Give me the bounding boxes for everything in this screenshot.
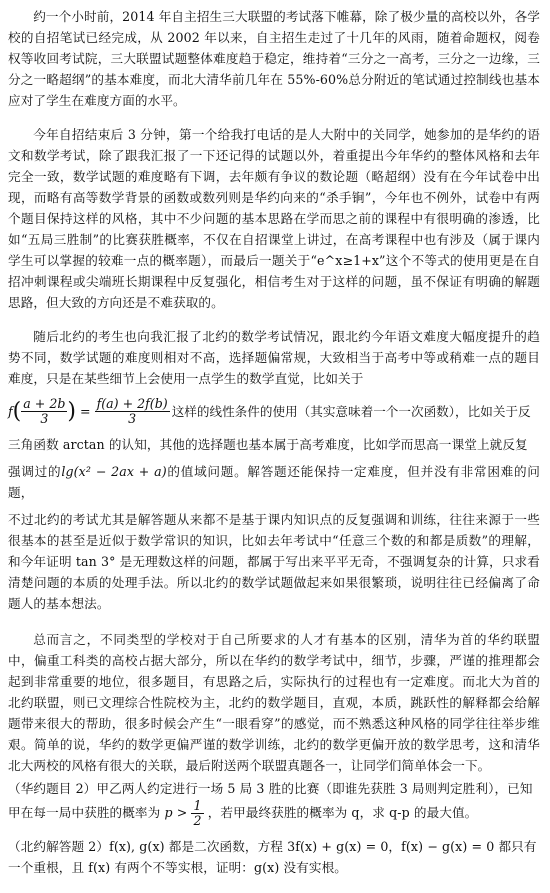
lg-formula: lg(x² − 2ax + a)	[61, 464, 167, 479]
paragraph-summary: 总而言之，不同类型的学校对于自己所要求的人才有基本的区别，清华为首的华约联盟中，偏重工科类的高校占据大部分，所以在华约的数学考试中，细节，步骤，严谨的推理都会起到非常重要的地位，很多题目，有思路之后，实际执行的过程也有一定难度。而北大为首的北约联盟，则已文理综合性院校为主，北约的数学题目，直观，本质，跳跃性的解释都会给解题带来很大的帮助，很多时候会产生“一眼看穿”的感觉，而不熟悉这种风格的同学往往举步维艰。简单的说，华约的数学更偏严谨的数学训练，北约的数学更偏开放的数学思考，这和清华北大两校的风格有很大的关联，最后附送两个联盟真题各一，让同学们简单体会一下。	[8, 632, 540, 773]
formula-lhs-fraction: $\frac{a + 2b}{3}$	[23, 396, 66, 426]
paragraph-huayue: 今年自招结束后 3 分钟，第一个给我打电话的是人大附中的关同学，她参加的是华约的语文和数学考试，除了跟我汇报了一下还记得的试题以外，着重提出今年华约的整体风格和去年完全一致，数学试题的难度略有下调，去年颇有争议的数论题（略超纲）没有在今年试卷中出现，而略有高等数学背景的函数或数列则是华约向来的“杀手锏”，今年也不例外，试卷中有两个题目保持这样的风格，其中不少问题的基本思路在学而思之前的课程中有很明确的渗透，比如“五局三胜制”的比赛获胜概率，不仅在自招课堂上讲过，在高考课程中也有涉及（属于课内学生可以掌握的较难一点的概率题），而最后一题关于“e^x≥1+x”这个不等式的使用更是在自招冲刺课程或尖端班长期课程中反复强化，相信考生对于这样的问题，虽不保证有明确的解题思路，但大致的方向还是不难获取的。	[8, 127, 540, 310]
paragraph-arctan-line: 三角函数 arctan 的认知，其他的选择题也基本属于高考难度，比如学而思高一课堂上就反复	[8, 437, 528, 452]
problem-huayue: （华约题目 2）甲乙两人约定进行一场 5 局 3 胜的比赛（即谁先获胜 3 局则判定胜利），已知 甲在每一局中获胜的概率为 p > $\frac{1}{2}$ ，若甲最终获胜的概率为 q，求 q-p 的最大值。	[8, 781, 533, 828]
problem-beiyue: （北约解答题 2）f(x), g(x) 都是二次函数，方程 3f(x) + g(x) = 0，f(x) − g(x) = 0 都只有 一个重根，且 f(x) 有两个不等实根，证明：g(x) 没有实根。	[8, 839, 537, 875]
formula-trailing-text: 这样的线性条件的使用（其实意味着一个一次函数），比如关于反	[171, 404, 531, 419]
paragraph-intro: 约一个小时前，2014 年自主招生三大联盟的考试落下帷幕，除了极少量的高校以外，各学校的自招笔试已经完成，从 2002 年以来，自主招生走过了十几年的风雨，随着命题权，阅卷权等收回考试院，三大联盟试题整体难度趋于稳定，维持着“三分之一高考，三分之一边缘，三分之一略超纲”的基本难度，而北大清华前几年在 55%-60%总分附近的笔试通过控制线也基本应对了学生在难度方面的水平。	[8, 9, 540, 108]
paragraph-beiyue-start: 随后北约的考生也向我汇报了北约的数学考试情况，跟北约今年语文难度大幅度提升的趋势不同，数学试题的难度则相对不高，选择题偏常规，大致相当于高考中等或稍难一点的题目难度，只是在某些细节上会使用一点学生的数学直觉，比如关于	[8, 329, 540, 386]
half-fraction: $\frac{1}{2}$	[193, 798, 202, 828]
formula-f: f	[8, 404, 13, 419]
formula-line: f ( $\frac{a + 2b}{3}$ ) = $\frac{f(a) + 2f(b)}{3}$ 这样的线性条件的使用（其实意味着一个一次函数），比如关于反	[8, 396, 531, 426]
paragraph-lg-line: 强调过的lg(x² − 2ax + a)的值域问题。解答题还能保持一定难度，但并没有非常困难的问题，	[8, 464, 541, 500]
paragraph-beiyue-rest: 不过北约的考试尤其是解答题从来都不是基于课内知识点的反复强调和训练，往往来源于一些很基本的甚至是近似于数学常识的知识，比如去年考试中“任意三个数的和都是质数”的理解，和今年证明 tan 3° 是无理数这样的问题，都属于写出来平平无奇，不强调复杂的计算，只求看清楚问题的本质的处理手法。所以北约的数学试题做起来如果很繁琐，说明往往已经偏离了命题人的基本想法。	[8, 512, 540, 611]
formula-rhs-fraction: $\frac{f(a) + 2f(b)}{3}$	[96, 396, 168, 426]
